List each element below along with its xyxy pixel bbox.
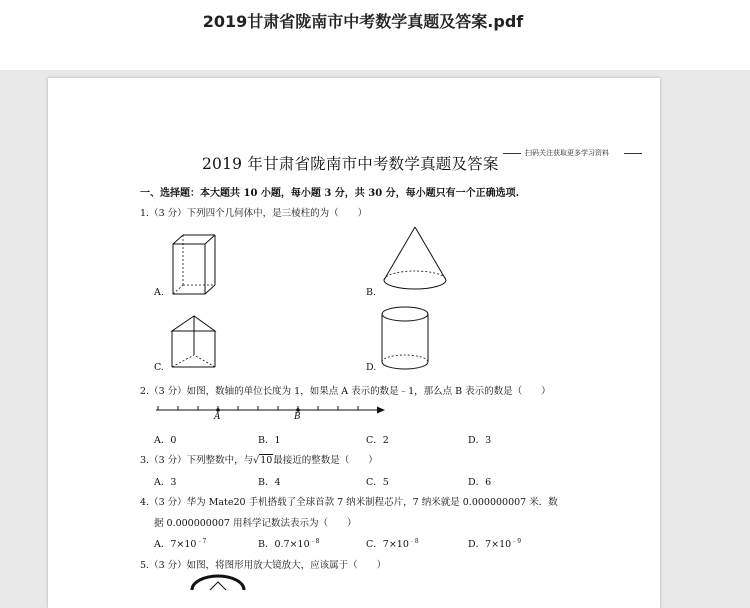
watermark-line-left <box>503 153 521 154</box>
file-name: 2019甘肃省陇南市中考数学真题及答案.pdf <box>202 12 524 31</box>
q3-option-d: D．6 <box>468 477 492 488</box>
point-b-label: B <box>294 412 301 422</box>
q4-option-a: A．$7\times 10^{﹣7}$ <box>154 538 207 551</box>
q4-option-d: D．$7\times 10^{﹣9}$ <box>468 538 522 551</box>
question-1: 1.（3 分）下列四个几何体中，是三棱柱的为（ ） <box>140 208 368 219</box>
q2-option-d: D．3 <box>468 435 492 446</box>
question-4-line-2: 据 0.000000007 用科学记数法表示为（ ） <box>154 518 357 529</box>
q2-option-a: A．0 <box>154 435 177 446</box>
viewer-header <box>0 0 750 70</box>
point-a-label: A <box>214 412 221 422</box>
q1-option-d-label: D. <box>366 362 377 373</box>
q3-option-a: A．3 <box>154 477 177 488</box>
number-line-figure <box>156 402 386 424</box>
q3-option-b: B．4 <box>258 477 281 488</box>
question-3 <box>140 452 378 466</box>
sqrt-radicand: 10 <box>260 455 273 466</box>
q1-option-b-label: B. <box>366 287 377 298</box>
question-4-line-1: 4.（3 分）华为 Mate20 手机搭载了全球首款 7 纳米制程芯片，7 纳米就是 0.000000007 米．数 <box>140 497 558 508</box>
triangular-prism-figure <box>170 315 218 371</box>
cone-figure <box>382 226 450 294</box>
question-2: 2.（3 分）如图，数轴的单位长度为 1，如果点 A 表示的数是﹣1，那么点 B 表示的数是（ ） <box>140 386 551 397</box>
q3-stem-prefix: 3.（3 分）下列整数中，与 <box>140 455 254 466</box>
q2-option-c: C．2 <box>366 435 389 446</box>
q4-option-c: C．$7\times 10^{﹣8}$ <box>366 538 419 551</box>
magnifier-figure <box>190 576 246 596</box>
sqrt-symbol: √ <box>253 455 260 466</box>
q3-option-c: C．5 <box>366 477 389 488</box>
q2-option-b: B．1 <box>258 435 281 446</box>
watermark-line-right <box>624 153 642 154</box>
question-5: 5.（3 分）如图，将图形用放大镜放大，应该属于（ ） <box>140 560 387 571</box>
q1-option-c-label: C. <box>154 362 164 373</box>
document-title: 2019 年甘肃省陇南市中考数学真题及答案 <box>202 155 499 173</box>
cylinder-figure <box>381 306 431 372</box>
section-heading: 一、选择题：本大题共 10 小题，每小题 3 分，共 30 分，每小题只有一个正确选项. <box>140 188 520 199</box>
q3-stem-suffix: 最接近的整数是（ ） <box>273 455 378 466</box>
q1-option-a-label: A. <box>154 287 164 298</box>
rectangular-prism-figure <box>172 234 217 296</box>
q4-option-b: B．$0.7\times 10^{﹣8}$ <box>258 538 320 551</box>
pdf-page <box>48 78 660 608</box>
watermark-text: 扫码关注获取更多学习资料 <box>525 149 609 157</box>
